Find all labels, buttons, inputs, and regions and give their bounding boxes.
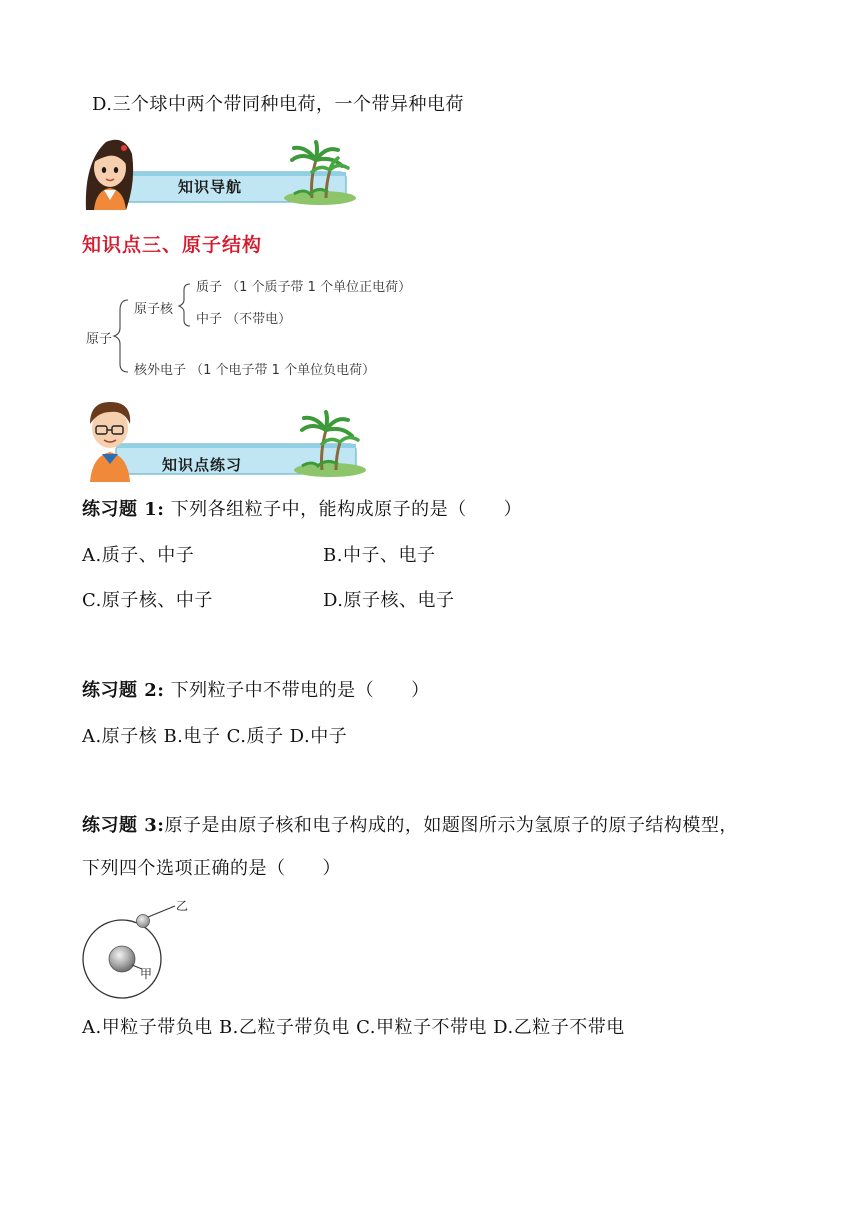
question-2 bbox=[82, 679, 430, 703]
question-2-label: 练习题 2: bbox=[82, 680, 165, 701]
q1-option-b: B.中子、电子 bbox=[323, 545, 436, 566]
previous-option-d: D.三个球中两个带同种电荷，一个带异种电荷 bbox=[92, 94, 465, 115]
hydrogen-atom-diagram bbox=[78, 895, 198, 1005]
tree-neutron: 中子 （不带电） bbox=[196, 312, 292, 327]
question-1 bbox=[82, 498, 522, 522]
q2-options: A.原子核 B.电子 C.质子 D.中子 bbox=[82, 726, 348, 747]
q3-options: A.甲粒子带负电 B.乙粒子带负电 C.甲粒子不带电 D.乙粒子不带电 bbox=[82, 1017, 625, 1038]
question-3-stem-line2: 下列四个选项正确的是（ ） bbox=[82, 858, 341, 879]
label-nucleus-jia: 甲 bbox=[140, 967, 153, 981]
question-1-label: 练习题 1: bbox=[82, 499, 165, 520]
tree-root-atom: 原子 bbox=[86, 332, 113, 347]
banner-label-practice: 知识点练习 bbox=[162, 456, 243, 474]
question-3-label: 练习题 3: bbox=[82, 815, 165, 836]
knowledge-nav-banner bbox=[80, 132, 360, 212]
q1-option-c: C.原子核、中子 bbox=[82, 590, 213, 611]
section-title: 知识点三、原子结构 bbox=[82, 234, 263, 256]
question-2-stem: 下列粒子中不带电的是（ ） bbox=[170, 680, 430, 701]
tree-proton: 质子 （1 个质子带 1 个单位正电荷） bbox=[196, 280, 412, 295]
nucleus-ball bbox=[109, 946, 135, 972]
practice-banner bbox=[80, 398, 370, 484]
electron-ball bbox=[137, 915, 150, 928]
tree-electron: 核外电子 （1 个电子带 1 个单位负电荷） bbox=[134, 363, 376, 378]
banner-label-knowledge-nav: 知识导航 bbox=[178, 178, 243, 196]
question-3-stem-line1: 原子是由原子核和电子构成的，如题图所示为氢原子的原子结构模型， bbox=[164, 815, 738, 836]
q1-option-a: A.质子、中子 bbox=[82, 545, 195, 566]
girl-palm-illustration bbox=[80, 132, 360, 212]
atom-structure-tree bbox=[82, 270, 442, 382]
label-electron-yi: 乙 bbox=[176, 899, 189, 913]
q1-option-d: D.原子核、电子 bbox=[323, 590, 455, 611]
question-1-stem: 下列各组粒子中，能构成原子的是（ ） bbox=[170, 499, 523, 520]
question-3 bbox=[82, 814, 738, 838]
tree-nucleus: 原子核 bbox=[134, 302, 174, 317]
